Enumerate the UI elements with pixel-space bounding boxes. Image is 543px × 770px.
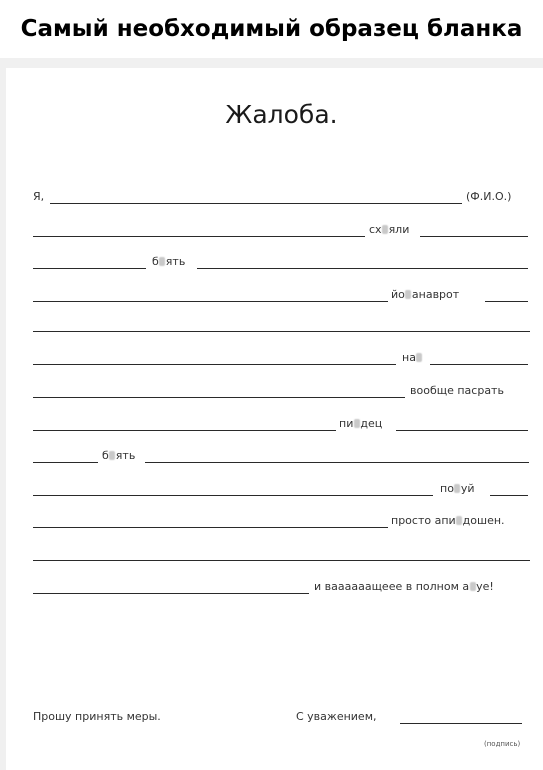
form-line-9 [0, 449, 543, 469]
form-line-1 [0, 190, 543, 210]
censor-blur [416, 353, 422, 362]
form-line-10 [0, 482, 543, 502]
form-line-7 [0, 384, 543, 404]
fill-line[interactable] [33, 430, 336, 431]
form-line-6 [0, 351, 543, 371]
fill-line[interactable] [430, 364, 528, 365]
fill-line[interactable] [33, 331, 530, 332]
censor-blur [405, 290, 411, 299]
censor-blur [159, 257, 165, 266]
fio-label: (Ф.И.О.) [466, 190, 512, 203]
word-fragment: и ваааааащеее в полном а уе! [314, 580, 494, 593]
censor-blur [382, 225, 388, 234]
censor-blur [470, 582, 476, 591]
fill-line[interactable] [33, 527, 388, 528]
word-fragment: пи дец [339, 417, 383, 430]
form-line-3 [0, 255, 543, 275]
signature-line[interactable] [400, 723, 522, 724]
censor-blur [354, 419, 360, 428]
word-fragment: на [402, 351, 423, 365]
word-fragment: вообще пасрать [410, 384, 504, 397]
fill-line[interactable] [33, 364, 396, 365]
word-fragment: б ять [152, 255, 186, 268]
fill-line[interactable] [33, 495, 433, 496]
censor-blur [456, 516, 462, 525]
fill-line[interactable] [420, 236, 528, 237]
fill-line[interactable] [33, 268, 146, 269]
form-line-5 [0, 318, 543, 338]
fill-line[interactable] [33, 397, 405, 398]
line-prefix: Я, [33, 190, 45, 203]
document-title: Жалоба. [225, 100, 338, 129]
form-line-2 [0, 223, 543, 243]
signature-caption: (подпись) [484, 740, 521, 748]
meme-caption: Самый необходимый образец бланка [20, 16, 523, 42]
form-line-4 [0, 288, 543, 308]
censor-blur [109, 451, 115, 460]
fill-line[interactable] [490, 495, 528, 496]
fill-line[interactable] [197, 268, 528, 269]
fill-line[interactable] [485, 301, 528, 302]
regards-text: С уважением, [296, 710, 377, 723]
request-text: Прошу принять меры. [33, 710, 161, 723]
fill-line[interactable] [33, 593, 309, 594]
fill-line[interactable] [33, 236, 365, 237]
meme-header [0, 0, 543, 58]
form-line-11 [0, 514, 543, 534]
word-fragment: по уй [440, 482, 475, 495]
fill-line[interactable] [33, 301, 388, 302]
fill-line[interactable] [50, 203, 462, 204]
censor-blur [454, 484, 460, 493]
fill-line[interactable] [33, 462, 98, 463]
fill-line[interactable] [396, 430, 528, 431]
word-fragment: просто апи дошен. [391, 514, 505, 527]
form-line-12 [0, 547, 543, 567]
word-fragment: йо анаврот [391, 288, 460, 301]
fill-line[interactable] [33, 560, 530, 561]
form-line-8 [0, 417, 543, 437]
word-fragment: сх яли [369, 223, 410, 236]
word-fragment: б ять [102, 449, 136, 462]
fill-line[interactable] [145, 462, 529, 463]
form-line-13 [0, 580, 543, 600]
